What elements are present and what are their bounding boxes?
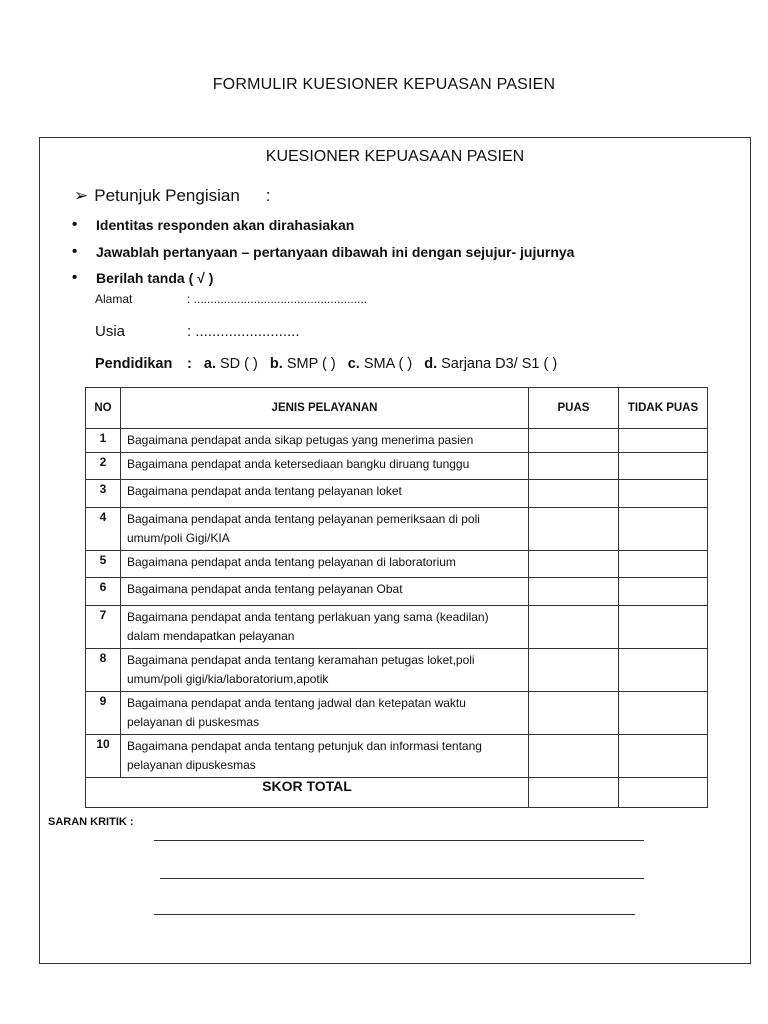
row-number: 3 xyxy=(86,480,121,508)
row-number: 4 xyxy=(86,508,121,551)
questionnaire-form xyxy=(39,137,751,964)
instructions-heading xyxy=(74,186,271,206)
tidak-puas-checkbox-cell[interactable] xyxy=(619,508,708,551)
row-number: 8 xyxy=(86,649,121,692)
header-puas: PUAS xyxy=(529,388,619,429)
table-row xyxy=(86,606,708,649)
row-number: 6 xyxy=(86,578,121,606)
option-smp[interactable] xyxy=(270,356,336,372)
instruction-item: • Berilah tanda ( √ ) xyxy=(72,267,574,294)
row-question: Bagaimana pendapat anda tentang pelayanan Obat xyxy=(121,578,529,606)
pendidikan-field[interactable] xyxy=(95,356,565,372)
row-question: Bagaimana pendapat anda tentang keramahan petugas loket,poli umum/poli gigi/kia/laboratorium,apotik xyxy=(121,649,529,692)
row-number: 7 xyxy=(86,606,121,649)
saran-line-1[interactable] xyxy=(154,840,644,841)
tidak-puas-checkbox-cell[interactable] xyxy=(619,692,708,735)
row-question: Bagaimana pendapat anda sikap petugas yang menerima pasien xyxy=(121,429,529,453)
saran-line-2[interactable] xyxy=(160,878,644,879)
table-row xyxy=(86,551,708,578)
option-sarjana[interactable] xyxy=(424,356,557,372)
row-question: Bagaimana pendapat anda tentang perlakuan yang sama (keadilan) dalam mendapatkan pelayanan xyxy=(121,606,529,649)
header-no: NO xyxy=(86,388,121,429)
tidak-puas-checkbox-cell[interactable] xyxy=(619,480,708,508)
tidak-puas-checkbox-cell[interactable] xyxy=(619,578,708,606)
total-puas-cell[interactable] xyxy=(529,778,619,808)
table-row xyxy=(86,578,708,606)
option-key: d. xyxy=(424,356,438,372)
instruction-item: • Jawablah pertanyaan – pertanyaan dibawah ini dengan sejujur- jujurnya xyxy=(72,241,574,268)
total-label: SKOR TOTAL xyxy=(86,778,529,808)
alamat-value[interactable]: : .................................................... xyxy=(187,292,368,306)
option-key: c. xyxy=(347,356,360,372)
alamat-label: Alamat xyxy=(95,292,133,306)
puas-checkbox-cell[interactable] xyxy=(529,649,619,692)
instruction-item: • Identitas responden akan dirahasiakan xyxy=(72,214,574,241)
usia-label: Usia xyxy=(95,323,126,340)
row-question: Bagaimana pendapat anda ketersediaan bangku diruang tunggu xyxy=(121,453,529,480)
option-text: SMA ( ) xyxy=(363,356,413,372)
option-sma[interactable] xyxy=(348,356,412,372)
survey-table xyxy=(85,387,708,808)
pendidikan-colon: : xyxy=(187,356,192,372)
instructions-heading-text: Petunjuk Pengisian xyxy=(94,186,240,205)
puas-checkbox-cell[interactable] xyxy=(529,480,619,508)
total-tidak-puas-cell[interactable] xyxy=(619,778,708,808)
pendidikan-label: Pendidikan xyxy=(95,356,173,372)
row-question: Bagaimana pendapat anda tentang jadwal dan ketepatan waktu pelayanan di puskesmas xyxy=(121,692,529,735)
puas-checkbox-cell[interactable] xyxy=(529,551,619,578)
saran-line-3[interactable] xyxy=(154,914,635,915)
row-question: Bagaimana pendapat anda tentang pelayanan loket xyxy=(121,480,529,508)
puas-checkbox-cell[interactable] xyxy=(529,606,619,649)
puas-checkbox-cell[interactable] xyxy=(529,429,619,453)
arrow-bullet-icon: ➢ xyxy=(74,186,89,205)
header-jenis-pelayanan: JENIS PELAYANAN xyxy=(121,388,529,429)
puas-checkbox-cell[interactable] xyxy=(529,508,619,551)
table-row xyxy=(86,735,708,778)
tidak-puas-checkbox-cell[interactable] xyxy=(619,453,708,480)
total-row xyxy=(86,778,708,808)
instructions-list xyxy=(72,214,574,294)
puas-checkbox-cell[interactable] xyxy=(529,692,619,735)
tidak-puas-checkbox-cell[interactable] xyxy=(619,649,708,692)
document-title: FORMULIR KUESIONER KEPUASAN PASIEN xyxy=(212,76,556,93)
table-row xyxy=(86,480,708,508)
tidak-puas-checkbox-cell[interactable] xyxy=(619,429,708,453)
header-tidak-puas: TIDAK PUAS xyxy=(619,388,708,429)
row-question: Bagaimana pendapat anda tentang pelayanan di laboratorium xyxy=(121,551,529,578)
row-number: 2 xyxy=(86,453,121,480)
puas-checkbox-cell[interactable] xyxy=(529,735,619,778)
option-key: a. xyxy=(203,356,216,372)
tidak-puas-checkbox-cell[interactable] xyxy=(619,606,708,649)
table-row xyxy=(86,429,708,453)
instructions-colon: : xyxy=(265,186,271,205)
table-row xyxy=(86,508,708,551)
option-key: b. xyxy=(269,356,283,372)
tidak-puas-checkbox-cell[interactable] xyxy=(619,735,708,778)
row-question: Bagaimana pendapat anda tentang petunjuk dan informasi tentang pelayanan dipuskesmas xyxy=(121,735,529,778)
row-number: 1 xyxy=(86,429,121,453)
row-number: 5 xyxy=(86,551,121,578)
usia-field[interactable] xyxy=(95,323,300,340)
option-text: SMP ( ) xyxy=(286,356,336,372)
option-text: SD ( ) xyxy=(220,356,258,372)
usia-value[interactable]: : ......................... xyxy=(187,323,300,340)
saran-kritik-label: SARAN KRITIK : xyxy=(48,816,134,828)
table-row xyxy=(86,453,708,480)
row-number: 9 xyxy=(86,692,121,735)
row-question: Bagaimana pendapat anda tentang pelayanan pemeriksaan di poli umum/poli Gigi/KIA xyxy=(121,508,529,551)
row-number: 10 xyxy=(86,735,121,778)
table-row xyxy=(86,649,708,692)
puas-checkbox-cell[interactable] xyxy=(529,578,619,606)
option-sd[interactable] xyxy=(204,356,258,372)
puas-checkbox-cell[interactable] xyxy=(529,453,619,480)
tidak-puas-checkbox-cell[interactable] xyxy=(619,551,708,578)
form-title: KUESIONER KEPUASAAN PASIEN xyxy=(265,148,525,165)
alamat-field[interactable] xyxy=(95,292,367,306)
table-row xyxy=(86,692,708,735)
option-text: Sarjana D3/ S1 ( ) xyxy=(441,356,558,372)
